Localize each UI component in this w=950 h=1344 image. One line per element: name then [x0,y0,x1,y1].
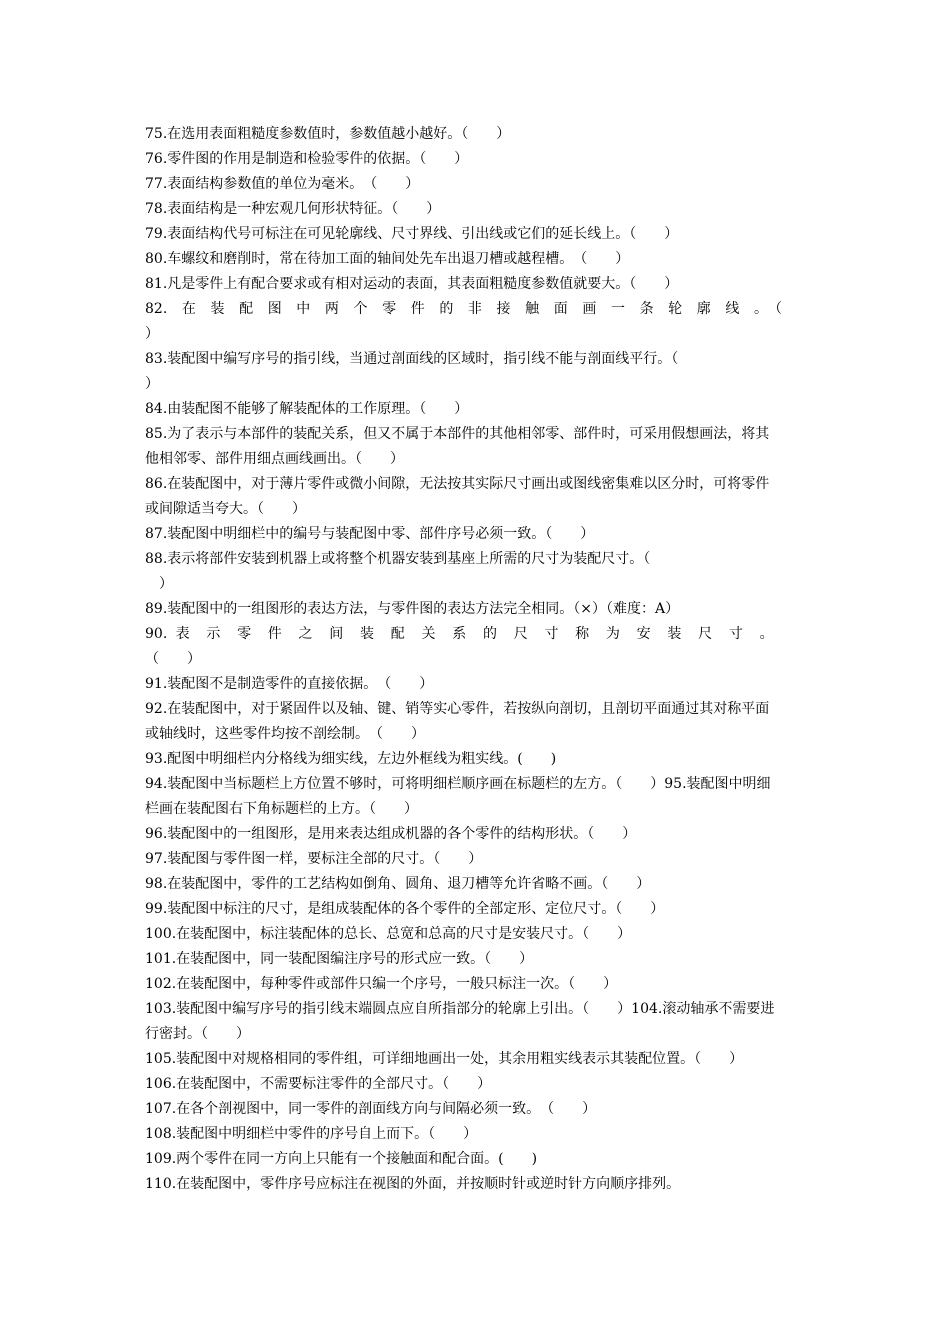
question-78 [145,197,782,222]
question-text: 装配图中对规格相同的零件组，可详细地画出一处，其余用粗实线表示其装配位置。（ ） [176,1051,744,1067]
question-text: 装配图中明细栏中零件的序号自上而下。（ ） [176,1126,478,1142]
question-75 [145,122,782,147]
question-number: 91. [145,676,168,692]
question-number: 81. [145,276,168,292]
question-103 [145,997,782,1047]
question-82 [145,297,782,322]
question-text: 凡是零件上有配合要求或有相对运动的表面，其表面粗糙度参数值就要大。（ ） [167,276,679,292]
question-number: 83. [145,351,168,367]
question-text: 表示将部件安装到机器上或将整个机器安装到基座上所需的尺寸为装配尺寸。（ [167,551,651,567]
question-text: 在选用表面粗糙度参数值时，参数值越小越好。（ ） [167,126,511,142]
question-number: 109. [145,1151,177,1167]
question-92 [145,697,782,747]
question-tail: （ ） [145,651,201,667]
question-number: 98. [145,876,168,892]
question-text: 在装配图中，同一装配图编注序号的形式应一致。（ ） [176,951,534,967]
question-number: 102. [145,976,177,992]
question-number: 88. [145,551,168,567]
question-76 [145,147,782,172]
question-number: 86. [145,476,168,492]
question-text: 装配图中编写序号的指引线末端圆点应自所指部分的轮廓上引出。（ ）104.滚动轴承不需要进行密封。（ ） [145,1001,775,1042]
question-text: 装配图中的一组图形，是用来表达组成机器的各个零件的结构形状。（ ） [167,826,637,842]
question-text: 装配图中的一组图形的表达方法，与零件图的表达方法完全相同。（×）（难度：A） [167,601,680,617]
question-text: 装配图中编写序号的指引线，当通过剖面线的区域时，指引线不能与剖面线平行。（ [167,351,679,367]
question-text: 在装配图中，对于紧固件以及轴、键、销等实心零件，若按纵向剖切，且剖切平面通过其对称平面或轴线时，这些零件均按不剖绘制。 （ ） [145,701,770,742]
question-number: 110. [145,1176,177,1192]
question-91 [145,672,782,697]
question-94 [145,772,782,822]
question-number: 99. [145,901,168,917]
question-text: 装配图与零件图一样，要标注全部的尺寸。（ ） [167,851,483,867]
question-text: 表面结构参数值的单位为毫米。 （ ） [167,176,420,192]
question-101 [145,947,782,972]
question-text: 表示零件之间装配关系的尺寸称为安装尺寸。 [167,626,782,642]
question-text: 装配图不是制造零件的直接依据。 （ ） [167,676,434,692]
question-number: 85. [145,426,168,442]
question-list [145,122,782,1197]
question-number: 87. [145,526,168,542]
question-number: 82. [145,301,168,317]
question-tail: ） [145,376,159,392]
question-number: 79. [145,226,168,242]
question-tail: ） [145,326,159,342]
question-number: 77. [145,176,168,192]
question-87 [145,522,782,547]
question-number: 93. [145,751,168,767]
question-text: 装配图中明细栏中的编号与装配图中零、部件序号必须一致。（ ） [167,526,595,542]
question-109 [145,1147,782,1172]
question-88 [145,547,782,572]
question-number: 97. [145,851,168,867]
question-100 [145,922,782,947]
question-number: 96. [145,826,168,842]
question-text: 由装配图不能够了解装配体的工作原理。（ ） [167,401,469,417]
question-105 [145,1047,782,1072]
question-number: 105. [145,1051,177,1067]
question-107 [145,1097,782,1122]
question-number: 107. [145,1101,177,1117]
question-text: 表面结构是一种宏观几何形状特征。（ ） [167,201,441,217]
question-108 [145,1122,782,1147]
question-86 [145,472,782,522]
question-89 [145,597,782,622]
question-text: 在装配图中，不需要标注零件的全部尺寸。（ ） [176,1076,492,1092]
question-text: 在装配图中，每种零件或部件只编一个序号，一般只标注一次。（ ） [176,976,618,992]
question-number: 103. [145,1001,177,1017]
question-90 [145,622,782,647]
question-number: 90. [145,626,168,642]
question-text: 在装配图中两个零件的非接触面画一条轮廓线。 [167,301,768,317]
question-text: 在装配图中，标注装配体的总长、总宽和总高的尺寸是安装尺寸。（ ） [176,926,632,942]
question-number: 106. [145,1076,177,1092]
question-97 [145,847,782,872]
question-number: 80. [145,251,168,267]
question-text: 表面结构代号可标注在可见轮廓线、尺寸界线、引出线或它们的延长线上。（ ） [167,226,679,242]
question-99 [145,897,782,922]
question-text: 装配图中标注的尺寸，是组成装配体的各个零件的全部定形、定位尺寸。（ ） [167,901,665,917]
question-79 [145,222,782,247]
question-number: 76. [145,151,168,167]
question-85 [145,422,782,472]
question-88-tail [145,572,782,597]
question-text: 在装配图中，零件的工艺结构如倒角、圆角、退刀槽等允许省略不画。（ ） [167,876,651,892]
question-number: 100. [145,926,177,942]
question-81 [145,272,782,297]
question-80 [145,247,782,272]
question-90-tail [145,647,782,672]
question-77 [145,172,782,197]
question-text: 两个零件在同一方向上只能有一个接触面和配合面。( ) [176,1151,538,1167]
question-110 [145,1172,782,1197]
question-text: 配图中明细栏内分格线为细实线，左边外框线为粗实线。( ) [167,751,557,767]
question-93 [145,747,782,772]
question-82-tail [145,322,782,347]
question-text: 零件图的作用是制造和检验零件的依据。（ ） [167,151,469,167]
question-number: 94. [145,776,168,792]
question-number: 78. [145,201,168,217]
question-text: 在装配图中，对于薄片零件或微小间隙，无法按其实际尺寸画出或图线密集难以区分时，可将零件或间隙适当夸大。（ ） [145,476,770,517]
question-number: 101. [145,951,177,967]
question-102 [145,972,782,997]
question-tail: ） [145,576,173,592]
question-number: 84. [145,401,168,417]
question-text: 在装配图中，零件序号应标注在视图的外面，并按顺时针或逆时针方向顺序排列。 [176,1176,681,1192]
question-84 [145,397,782,422]
question-96 [145,822,782,847]
question-tail: （ [768,301,782,317]
question-number: 89. [145,601,168,617]
question-98 [145,872,782,897]
question-83-tail [145,372,782,397]
question-number: 108. [145,1126,177,1142]
question-text: 车螺纹和磨削时，常在待加工面的轴间处先车出退刀槽或越程槽。 （ ） [167,251,630,267]
question-83 [145,347,782,372]
question-106 [145,1072,782,1097]
question-text: 在各个剖视图中，同一零件的剖面线方向与间隔必须一致。 （ ） [176,1101,597,1117]
question-number: 92. [145,701,168,717]
question-text: 装配图中当标题栏上方位置不够时，可将明细栏顺序画在标题栏的左方。（ ）95.装配图中明细栏画在装配图右下角标题栏的上方。（ ） [145,776,771,817]
question-number: 75. [145,126,168,142]
question-text: 为了表示与本部件的装配关系，但又不属于本部件的其他相邻零、部件时，可采用假想画法，将其他相邻零、部件用细点画线画出。（ ） [145,426,770,467]
